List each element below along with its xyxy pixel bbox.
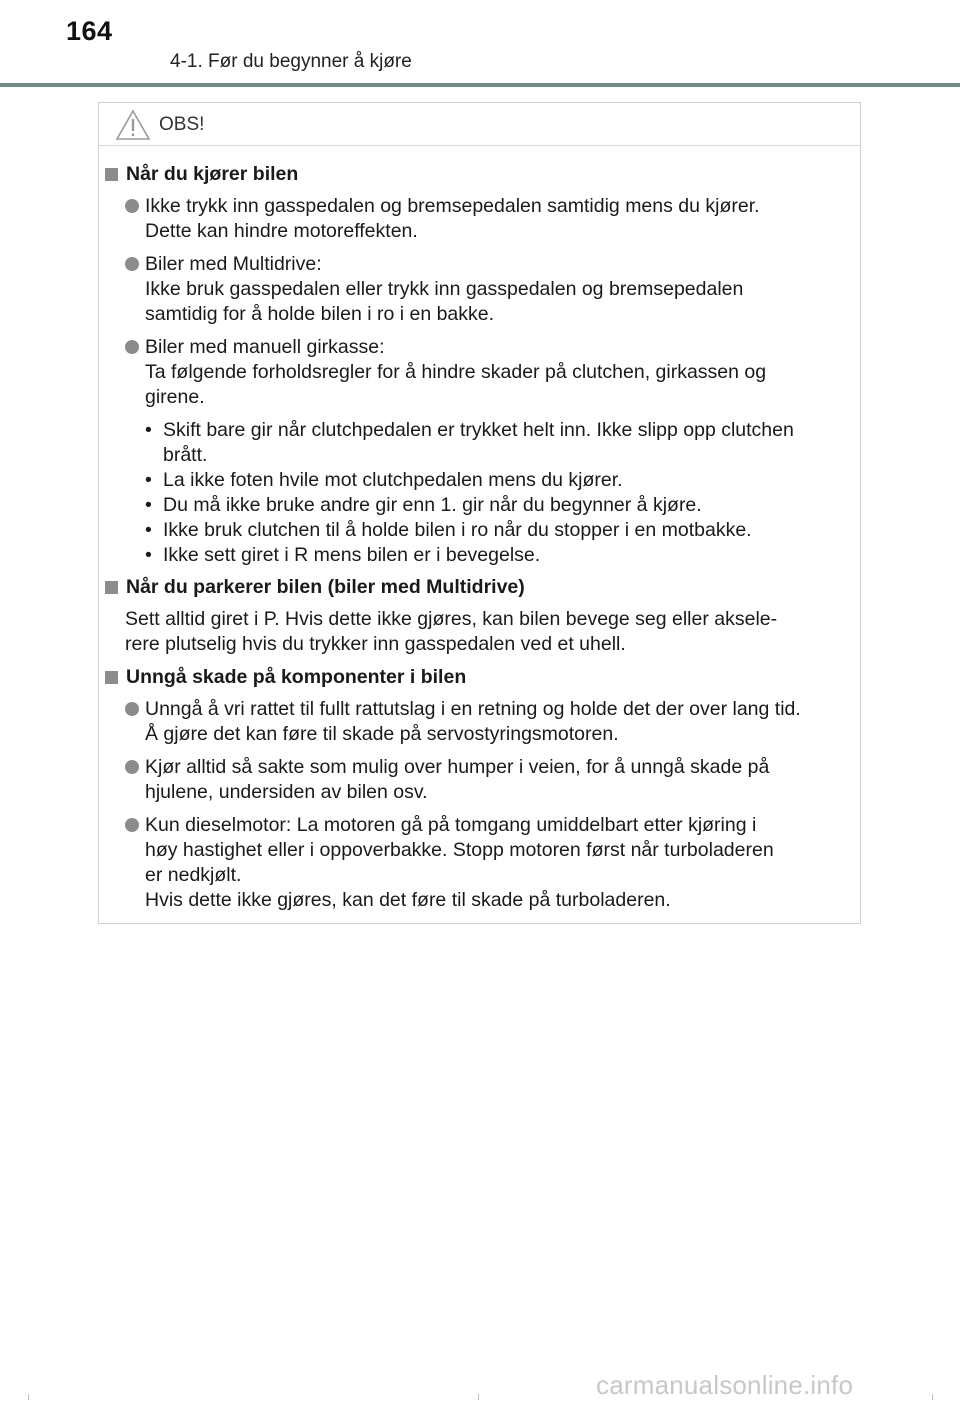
list-item — [105, 194, 851, 244]
paragraph — [105, 607, 851, 657]
list-item — [105, 252, 851, 327]
text-line: Å gjøre det kan føre til skade på servostyringsmotoren. — [145, 723, 619, 745]
list-item — [105, 755, 851, 805]
text-line: Ikke bruk gasspedalen eller trykk inn gasspedalen og bremsepedalen — [145, 278, 744, 300]
section-heading-text: Når du parkerer bilen (biler med Multidrive) — [126, 576, 525, 598]
section-heading-text: Når du kjører bilen — [126, 163, 299, 185]
section-title: 4-1. Før du begynner å kjøre — [170, 51, 412, 72]
dot-marker: • — [145, 419, 152, 441]
text-line: Ikke trykk inn gasspedalen og bremsepedalen samtidig mens du kjører. — [145, 195, 760, 217]
page-header — [0, 0, 960, 88]
text-line: Biler med Multidrive: — [145, 253, 322, 275]
crop-mark — [478, 1394, 479, 1400]
list-item — [105, 335, 851, 410]
crop-marks — [0, 1394, 960, 1402]
text-line: Unngå å vri rattet til fullt rattutslag i en retning og holde det der over lang tid. — [145, 698, 801, 720]
dot-marker: • — [145, 544, 152, 566]
round-bullet-icon — [125, 199, 139, 213]
watermark: carmanualsonline.info — [596, 1370, 854, 1400]
sub-list-item — [105, 468, 851, 493]
text-line: Sett alltid giret i P. Hvis dette ikke gjøres, kan bilen bevege seg eller aksele- — [125, 608, 778, 630]
text-line: hjulene, undersiden av bilen osv. — [145, 781, 428, 803]
text-line: er nedkjølt. — [145, 864, 242, 886]
text-line: Kjør alltid så sakte som mulig over humper i veien, for å unngå skade på — [145, 756, 770, 778]
text-line: Ta følgende forholdsregler for å hindre skader på clutchen, girkassen og — [145, 361, 767, 383]
header-rule — [0, 83, 960, 87]
text-line: Du må ikke bruke andre gir enn 1. gir når du begynner å kjøre. — [163, 494, 702, 516]
round-bullet-icon — [125, 818, 139, 832]
caution-box — [98, 102, 861, 924]
text-line: brått. — [163, 444, 208, 466]
text-line: Dette kan hindre motoreffekten. — [145, 220, 418, 242]
sub-list-item — [105, 518, 851, 543]
text-line: Hvis dette ikke gjøres, kan det føre til skade på turboladeren. — [145, 889, 671, 911]
text-line: rere plutselig hvis du trykker inn gasspedalen ved et uhell. — [125, 633, 626, 655]
crop-mark — [28, 1394, 29, 1400]
dot-marker: • — [145, 469, 152, 491]
round-bullet-icon — [125, 340, 139, 354]
square-bullet-icon — [105, 671, 118, 684]
round-bullet-icon — [125, 257, 139, 271]
text-line: samtidig for å holde bilen i ro i en bakke. — [145, 303, 495, 325]
text-line: Ikke bruk clutchen til å holde bilen i ro når du stopper i en motbakke. — [163, 519, 752, 541]
section-heading — [105, 665, 851, 690]
round-bullet-icon — [125, 760, 139, 774]
sub-list-item — [105, 543, 851, 568]
caution-label: OBS! — [159, 114, 205, 135]
caution-header — [99, 103, 860, 146]
sub-list-item — [105, 493, 851, 518]
page-number: 164 — [66, 16, 113, 46]
crop-mark — [932, 1394, 933, 1400]
text-line: Ikke sett giret i R mens bilen er i bevegelse. — [163, 544, 541, 566]
text-line: Kun dieselmotor: La motoren gå på tomgang umiddelbart etter kjøring i — [145, 814, 757, 836]
text-line: Biler med manuell girkasse: — [145, 336, 385, 358]
section-heading — [105, 162, 851, 187]
section-heading — [105, 575, 851, 600]
sub-list-item — [105, 418, 851, 468]
text-line: girene. — [145, 386, 205, 408]
text-line: La ikke foten hvile mot clutchpedalen mens du kjører. — [163, 469, 623, 491]
text-line: Skift bare gir når clutchpedalen er trykket helt inn. Ikke slipp opp clutchen — [163, 419, 794, 441]
round-bullet-icon — [125, 702, 139, 716]
square-bullet-icon — [105, 168, 118, 181]
square-bullet-icon — [105, 581, 118, 594]
warning-triangle-icon — [115, 109, 151, 141]
list-item — [105, 813, 851, 913]
caution-body — [99, 146, 860, 913]
text-line: høy hastighet eller i oppoverbakke. Stopp motoren først når turboladeren — [145, 839, 774, 861]
dot-marker: • — [145, 494, 152, 516]
section-heading-text: Unngå skade på komponenter i bilen — [126, 666, 467, 688]
dot-marker: • — [145, 519, 152, 541]
list-item — [105, 697, 851, 747]
